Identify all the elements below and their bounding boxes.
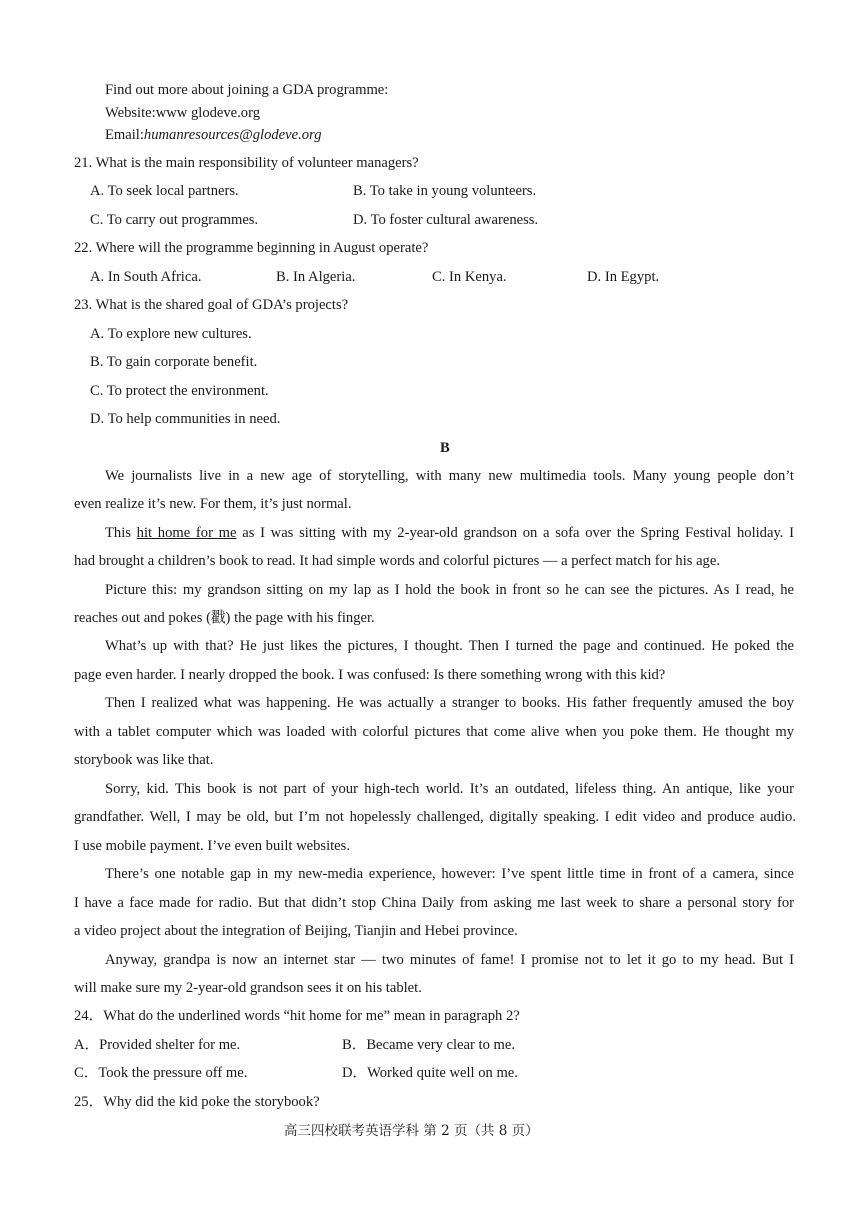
intro-line: Find out more about joining a GDA programme:: [105, 82, 389, 98]
paragraph-7-line-3: a video project about the integration of Beijing, Tianjin and Hebei province.: [74, 923, 518, 939]
paragraph-8-line-2: will make sure my 2-year-old grandson sees it on his tablet.: [74, 980, 422, 996]
question-21: 21. What is the main responsibility of volunteer managers?: [74, 155, 419, 171]
q23-option-b: B. To gain corporate benefit.: [90, 354, 258, 370]
q21-option-a: A. To seek local partners.: [90, 183, 239, 199]
question-24: 24．What do the underlined words “hit home for me” mean in paragraph 2?: [74, 1008, 520, 1024]
paragraph-2-text: as I was sitting with my 2-year-old grandson on a sofa over the Spring Festival holiday. I: [236, 525, 795, 541]
question-23: 23. What is the shared goal of GDA’s projects?: [74, 297, 349, 313]
email-line: [105, 126, 322, 144]
email-label: Email:: [105, 127, 144, 143]
paragraph-2-line-2: had brought a children’s book to read. It had simple words and colorful pictures — a perfect match for his age.: [74, 553, 720, 569]
paragraph-3-line-1: Picture this: my grandson sitting on my lap as I hold the book in front so he can see the pictures. As I read, he: [105, 582, 794, 598]
paragraph-3-line-2: reaches out and pokes (戳) the page with his finger.: [74, 610, 375, 626]
paragraph-2-text: This: [105, 525, 137, 541]
paragraph-8-line-1: Anyway, grandpa is now an internet star — two minutes of fame! I promise not to let it go to my head. But I: [105, 952, 794, 968]
paragraph-6-line-3: I use mobile payment. I’ve even built websites.: [74, 838, 350, 854]
q22-option-a: A. In South Africa.: [90, 269, 202, 285]
paragraph-7-line-1: There’s one notable gap in my new-media experience, however: I’ve spent little time in front of a camera, since: [105, 866, 794, 882]
paragraph-5-line-3: storybook was like that.: [74, 752, 214, 768]
section-heading: B: [440, 440, 450, 456]
paragraph-5-line-1: Then I realized what was happening. He was actually a stranger to books. His father frequently amused the boy: [105, 695, 794, 711]
paragraph-6-line-1: Sorry, kid. This book is not part of your high-tech world. It’s an outdated, lifeless thing. An antique, like your: [105, 781, 794, 797]
question-25: 25．Why did the kid poke the storybook?: [74, 1094, 320, 1110]
q23-option-a: A. To explore new cultures.: [90, 326, 252, 342]
q23-option-d: D. To help communities in need.: [90, 411, 281, 427]
email-address: humanresources@glodeve.org: [143, 127, 322, 143]
q24-option-b: B．Became very clear to me.: [342, 1037, 516, 1053]
paragraph-1-line-2: even realize it’s new. For them, it’s just normal.: [74, 496, 352, 512]
question-22: 22. Where will the programme beginning in August operate?: [74, 240, 429, 256]
paragraph-1-line-1: We journalists live in a new age of storytelling, with many new multimedia tools. Many young people don’t: [105, 468, 794, 484]
q22-option-d: D. In Egypt.: [587, 269, 660, 285]
q24-option-a: A．Provided shelter for me.: [74, 1037, 241, 1053]
paragraph-6-line-2: grandfather. Well, I may be old, but I’m not hopelessly challenged, digitally speaking. I edit video and produce audio.: [74, 809, 796, 825]
paragraph-7-line-2: I have a face made for radio. But that didn’t stop China Daily from asking me last week to share a personal story for: [74, 895, 794, 911]
paragraph-4-line-2: page even harder. I nearly dropped the book. I was confused: Is there something wrong with this kid?: [74, 667, 666, 683]
q23-option-c: C. To protect the environment.: [90, 383, 269, 399]
q21-option-b: B. To take in young volunteers.: [353, 183, 537, 199]
q21-option-d: D. To foster cultural awareness.: [353, 212, 539, 228]
paragraph-5-line-2: with a tablet computer which was loaded with colorful pictures that come alive when you poke them. He thought my: [74, 724, 794, 740]
paragraph-4-line-1: What’s up with that? He just likes the pictures, I thought. Then I turned the page and continued. He poked the: [105, 638, 794, 654]
paragraph-2-line-1: [105, 524, 794, 542]
q24-option-c: C．Took the pressure off me.: [74, 1065, 248, 1081]
page-footer: 高三四校联考英语学科 第 2 页（共 8 页）: [284, 1123, 539, 1139]
q24-option-d: D．Worked quite well on me.: [342, 1065, 518, 1081]
q21-option-c: C. To carry out programmes.: [90, 212, 259, 228]
q22-option-b: B. In Algeria.: [276, 269, 356, 285]
underlined-phrase: hit home for me: [136, 525, 237, 541]
website-line: Website:www glodeve.org: [105, 105, 261, 121]
q22-option-c: C. In Kenya.: [432, 269, 507, 285]
